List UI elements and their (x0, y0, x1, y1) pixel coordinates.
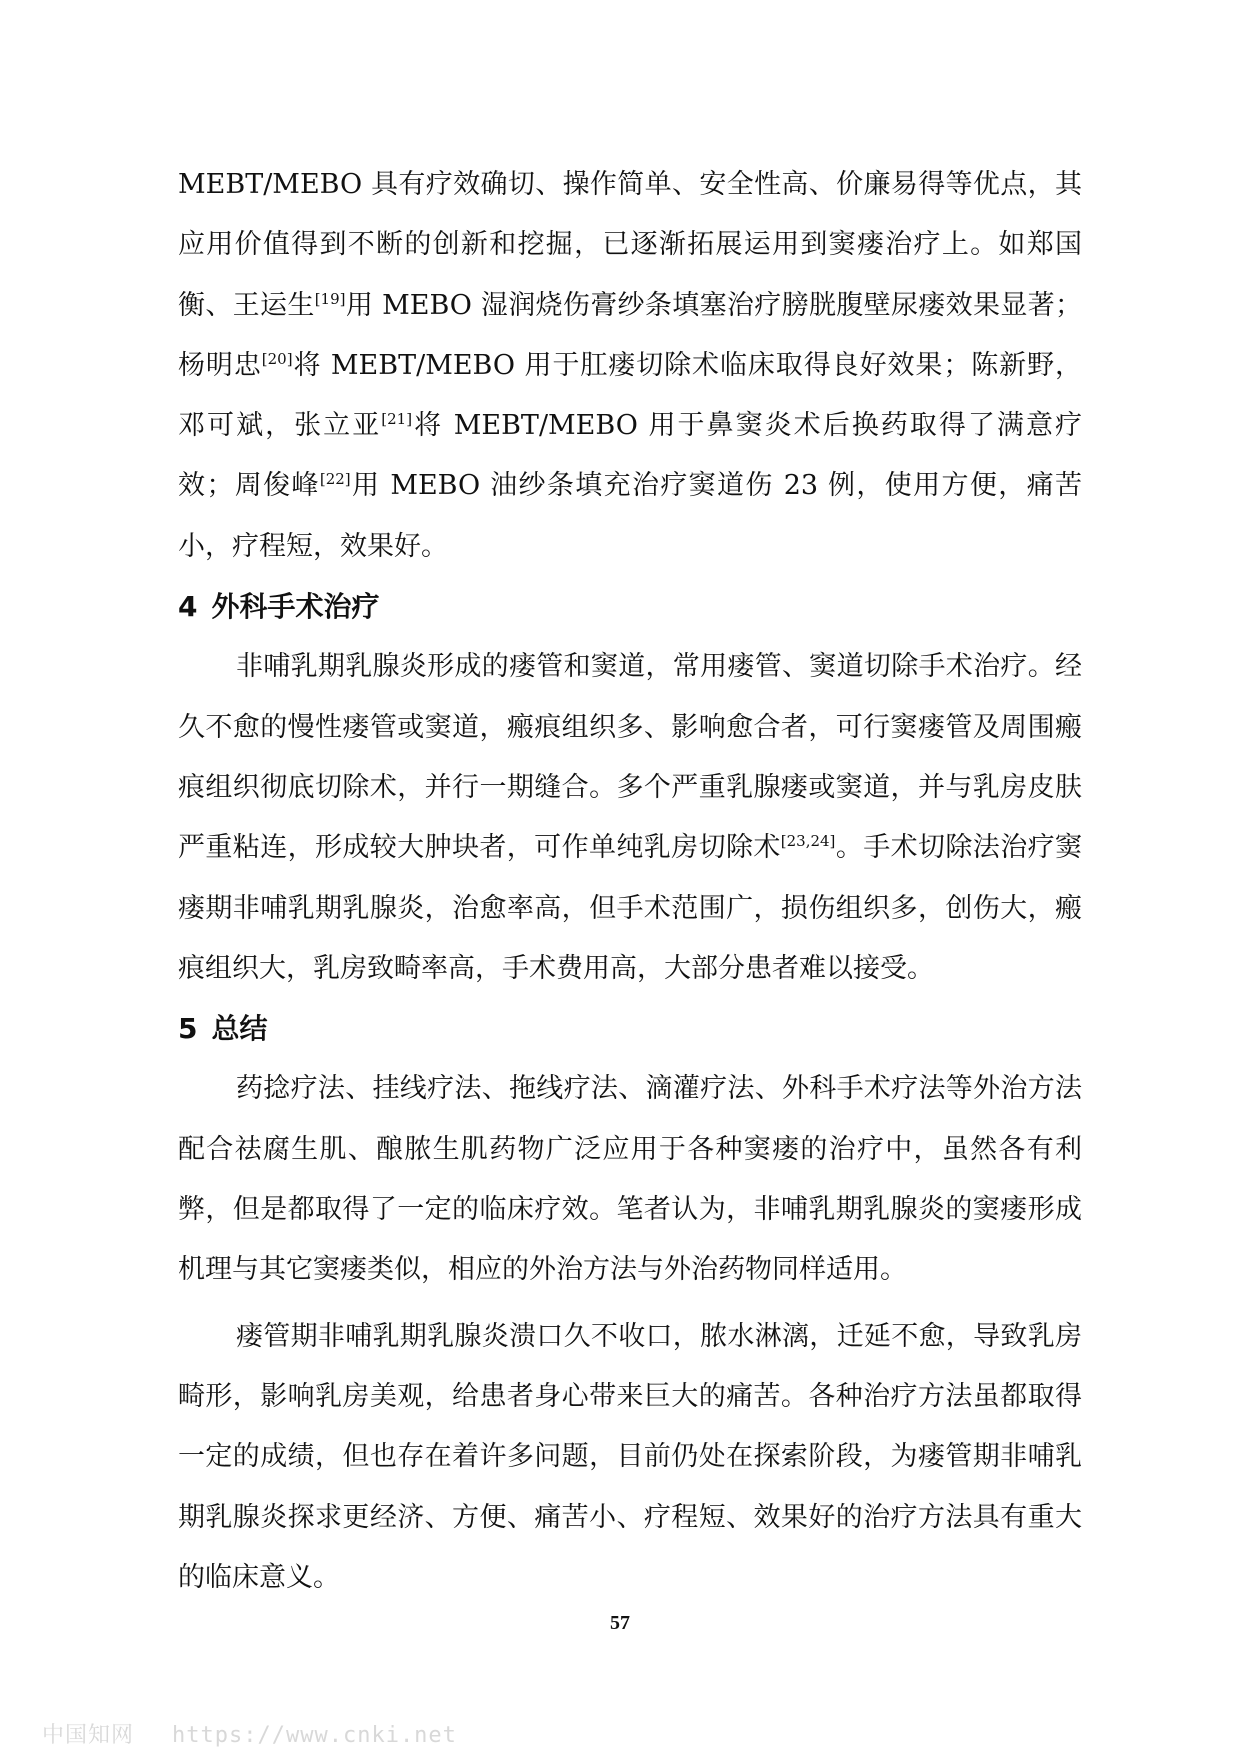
citation-ref: [23,24] (780, 832, 836, 851)
watermark-brand: 中国知网 (42, 1723, 135, 1748)
paragraph-summary-conclusion: 瘘管期非哺乳期乳腺炎溃口久不收口，脓水淋漓，迁延不愈，导致乳房畸形，影响乳房美观，给患者身心带来巨大的痛苦。各种治疗方法虽都取得一定的成绩，但也存在着许多问题，目前仍处在探索阶段，为瘘管期非哺乳期乳腺炎探求更经济、方便、痛苦小、疗程短、效果好的治疗方法具有重大的临床意义。 (178, 1320, 1082, 1593)
section-title: 总结 (211, 1012, 268, 1046)
citation-ref: [22] (319, 470, 351, 489)
page-number: 57 (610, 1612, 630, 1634)
section-heading-surgery (178, 577, 1082, 637)
paragraph-text: 将 MEBT/MEBO 用于肛瘘切除术临床取得良好效果；陈新野，邓可斌，张立亚 (178, 349, 1082, 442)
paragraph-text: 非哺乳期乳腺炎形成的瘘管和窦道，常用瘘管、窦道切除手术治疗。经久不愈的慢性瘘管或窦道，瘢痕组织多、影响愈合者，可行窦瘘管及周围瘢痕组织彻底切除术，并行一期缝合。多个严重乳腺瘘或窦道，并与乳房皮肤严重粘连，形成较大肿块者，可作单纯乳房切除术 (178, 651, 1082, 864)
citation-ref: [19] (314, 289, 346, 308)
cnki-watermark (42, 1718, 457, 1749)
citation-ref: [21] (381, 410, 413, 429)
page-body (178, 155, 1082, 1608)
section-title: 外科手术治疗 (211, 590, 380, 624)
paragraph-summary-methods: 药捻疗法、挂线疗法、拖线疗法、滴灌疗法、外科手术疗法等外治方法配合祛腐生肌、酿脓生肌药物广泛应用于各种窦瘘的治疗中，虽然各有利弊，但是都取得了一定的临床疗效。笔者认为，非哺乳期乳腺炎的窦瘘形成机理与其它窦瘘类似，相应的外治方法与外治药物同样适用。 (178, 1073, 1082, 1286)
section-heading-summary (178, 999, 1082, 1059)
section-number: 4 (178, 590, 198, 624)
paragraph-text: 将 MEBT/MEBO 用于鼻窦炎术后换药取得了满意疗效；周俊峰 (178, 410, 1082, 502)
paragraph-mebo-applications (178, 155, 1082, 577)
paragraph-surgery (178, 637, 1082, 999)
paragraph-text: MEBT/MEBO 具有疗效确切、操作简单、安全性高、价廉易得等优点，其应用价值得到不断的创新和挖掘，已逐渐拓展运用到窦瘘治疗上。如郑国衡、王运生 (178, 169, 1082, 321)
watermark-url: https://www.cnki.net (172, 1723, 457, 1748)
paragraph-text: 。手术切除法治疗窦瘘期非哺乳期乳腺炎，治愈率高，但手术范围广，损伤组织多，创伤大，瘢痕组织大，乳房致畸率高，手术费用高，大部分患者难以接受。 (178, 832, 1083, 984)
paragraph-text: 用 MEBO 油纱条填充治疗窦道伤 23 例，使用方便，痛苦小，疗程短，效果好。 (178, 470, 1082, 562)
citation-ref: [20] (261, 349, 293, 368)
paragraph-text: 用 MEBO 湿润烧伤膏纱条填塞治疗膀胱腹壁尿瘘效果显著；杨明忠 (178, 289, 1082, 381)
section-number: 5 (178, 1012, 198, 1046)
